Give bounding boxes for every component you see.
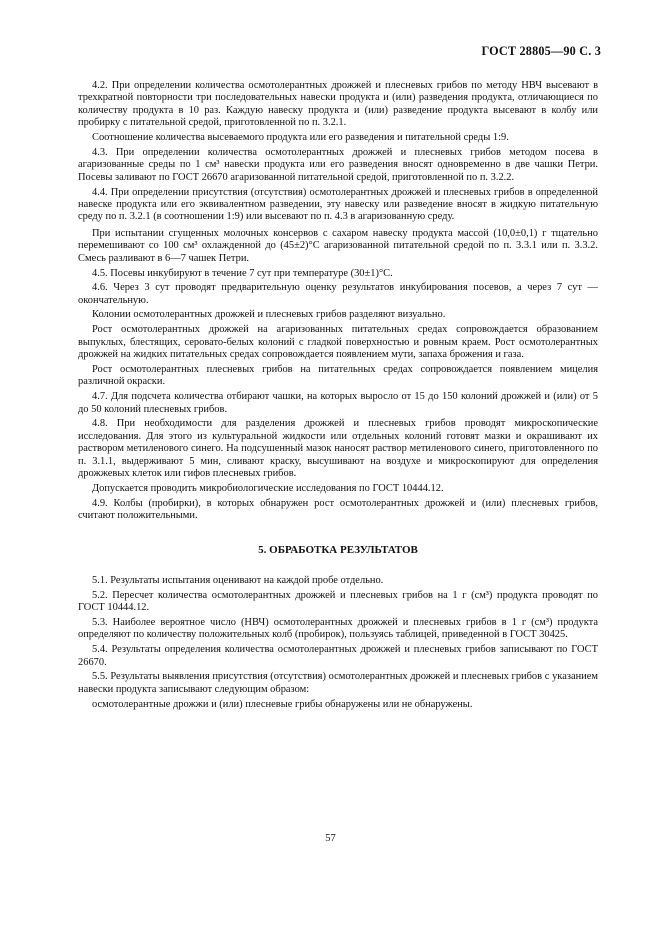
paragraph-5-4: 5.4. Результаты определения количества осмотолерантных дрожжей и плесневых грибов записывают по ГОСТ 26670. <box>78 644 598 668</box>
document-body <box>78 80 598 713</box>
paragraph-4-2: 4.2. При определении количества осмотолерантных дрожжей и плесневых грибов по методу НВЧ высевают в трехкратной повторности три последовательных навески продукта и (или) разведения продукта, отличающиеся по количеству продукта в 10 раз. Каждую навеску продукта и (или) разведение продукта высевают в колбу или пробирку с питательной средой, приготовленной по п. 3.2.1. <box>78 80 598 129</box>
paragraph-result-format: осмотолерантные дрожжи и (или) плесневые грибы обнаружены или не обнаружены. <box>92 698 473 710</box>
paragraph-4-8: 4.8. При необходимости для разделения дрожжей и плесневых грибов проводят микроскопические исследования. Для этого из культуральной жидкости или отдельных колоний готовят мазки и окрашивают их раствором метиленового синего. На подсушенный мазок наносят раствор метиленового синего, приготовленного по п. 3.1.1, выдерживают 5 мин, сливают краску, высушивают на воздухе и микроскопируют для определения дрожжевых клеток или гифов плесневых грибов. <box>78 418 598 480</box>
paragraph-5-1: 5.1. Результаты испытания оценивают на каждой пробе отдельно. <box>92 574 384 586</box>
paragraph-colonies: Колонии осмотолерантных дрожжей и плесневых грибов разделяют визуально. <box>92 309 446 321</box>
paragraph-4-4: 4.4. При определении присутствия (отсутствия) осмотолерантных дрожжей и плесневых грибов в определенной навеске продукта или его эквивалентном разведении, эту навеску или разведение вносят в жидкую питательную среду по п. 3.2.1 (в соотношении 1:9) или высевают по п. 4.3 в агаризованную среду. <box>78 186 598 223</box>
paragraph-allowed: Допускается проводить микробиологические исследования по ГОСТ 10444.12. <box>92 482 444 494</box>
paragraph-4-6: 4.6. Через 3 сут проводят предварительную оценку результатов инкубирования посевов, а через 7 сут — окончательную. <box>78 282 598 306</box>
paragraph-5-2: 5.2. Пересчет количества осмотолерантных дрожжей и плесневых грибов на 1 г (см³) продукта проводят по ГОСТ 10444.12. <box>78 589 598 614</box>
paragraph-condensed-milk: При испытании сгущенных молочных консервов с сахаром навеску продукта массой (10,0±0,1) г тщательно перемешивают со 100 см³ охлажденной до (45±2)°С агаризованной питательной средой по п. 3.3.1 или п. 3.3.2. Смесь разливают в 6—7 чашек Петри. <box>78 227 598 264</box>
page-number: 57 <box>325 833 336 844</box>
section-title: 5. ОБРАБОТКА РЕЗУЛЬТАТОВ <box>258 543 418 556</box>
paragraph-mold-growth: Рост осмотолерантных плесневых грибов на питательных средах сопровождается появлением мицелия различной окраски. <box>78 363 598 388</box>
paragraph-ratio: Соотношение количества высеваемого продукта или его разведения и питательной среды 1:9. <box>92 132 509 144</box>
paragraph-4-5: 4.5. Посевы инкубируют в течение 7 сут при температуре (30±1)°С. <box>92 267 393 279</box>
paragraph-5-3: 5.3. Наиболее вероятное число (НВЧ) осмотолерантных дрожжей и плесневых грибов в 1 г (см³) продукта определяют по количеству положительных колб (пробирок), пользуясь таблицей, приведенной в ГОСТ 30425. <box>78 616 598 641</box>
paragraph-4-9: 4.9. Колбы (пробирки), в которых обнаружен рост осмотолерантных дрожжей и (или) плесневых грибов, считают положительными. <box>78 497 598 522</box>
paragraph-5-5: 5.5. Результаты выявления присутствия (отсутствия) осмотолерантных дрожжей и плесневых грибов с указанием навески продукта записывают следующим образом: <box>78 671 598 695</box>
paragraph-4-3: 4.3. При определении количества осмотолерантных дрожжей и плесневых грибов методом посева в агаризованные среды по 1 см³ навески продукта или его разведения вносят одновременно в две чашки Петри. Посевы заливают по ГОСТ 26670 агаризованной питательной средой, приготовленной по п. 3.2.2. <box>78 146 598 183</box>
paragraph-4-7: 4.7. Для подсчета количества отбирают чашки, на которых выросло от 15 до 150 колоний дрожжей и (или) от 5 до 50 колоний плесневых грибов. <box>78 391 598 415</box>
page-header: ГОСТ 28805—90 С. 3 <box>481 44 601 58</box>
paragraph-yeast-growth: Рост осмотолерантных дрожжей на агаризованных питательных средах сопровождается образованием выпуклых, блестящих, серовато-белых колоний с гладкой поверхностью и ровным краем. Рост осмотолерантных дрожжей на жидких питательных средах сопровождается появлением мути, запаха брожения и газа. <box>78 324 598 361</box>
